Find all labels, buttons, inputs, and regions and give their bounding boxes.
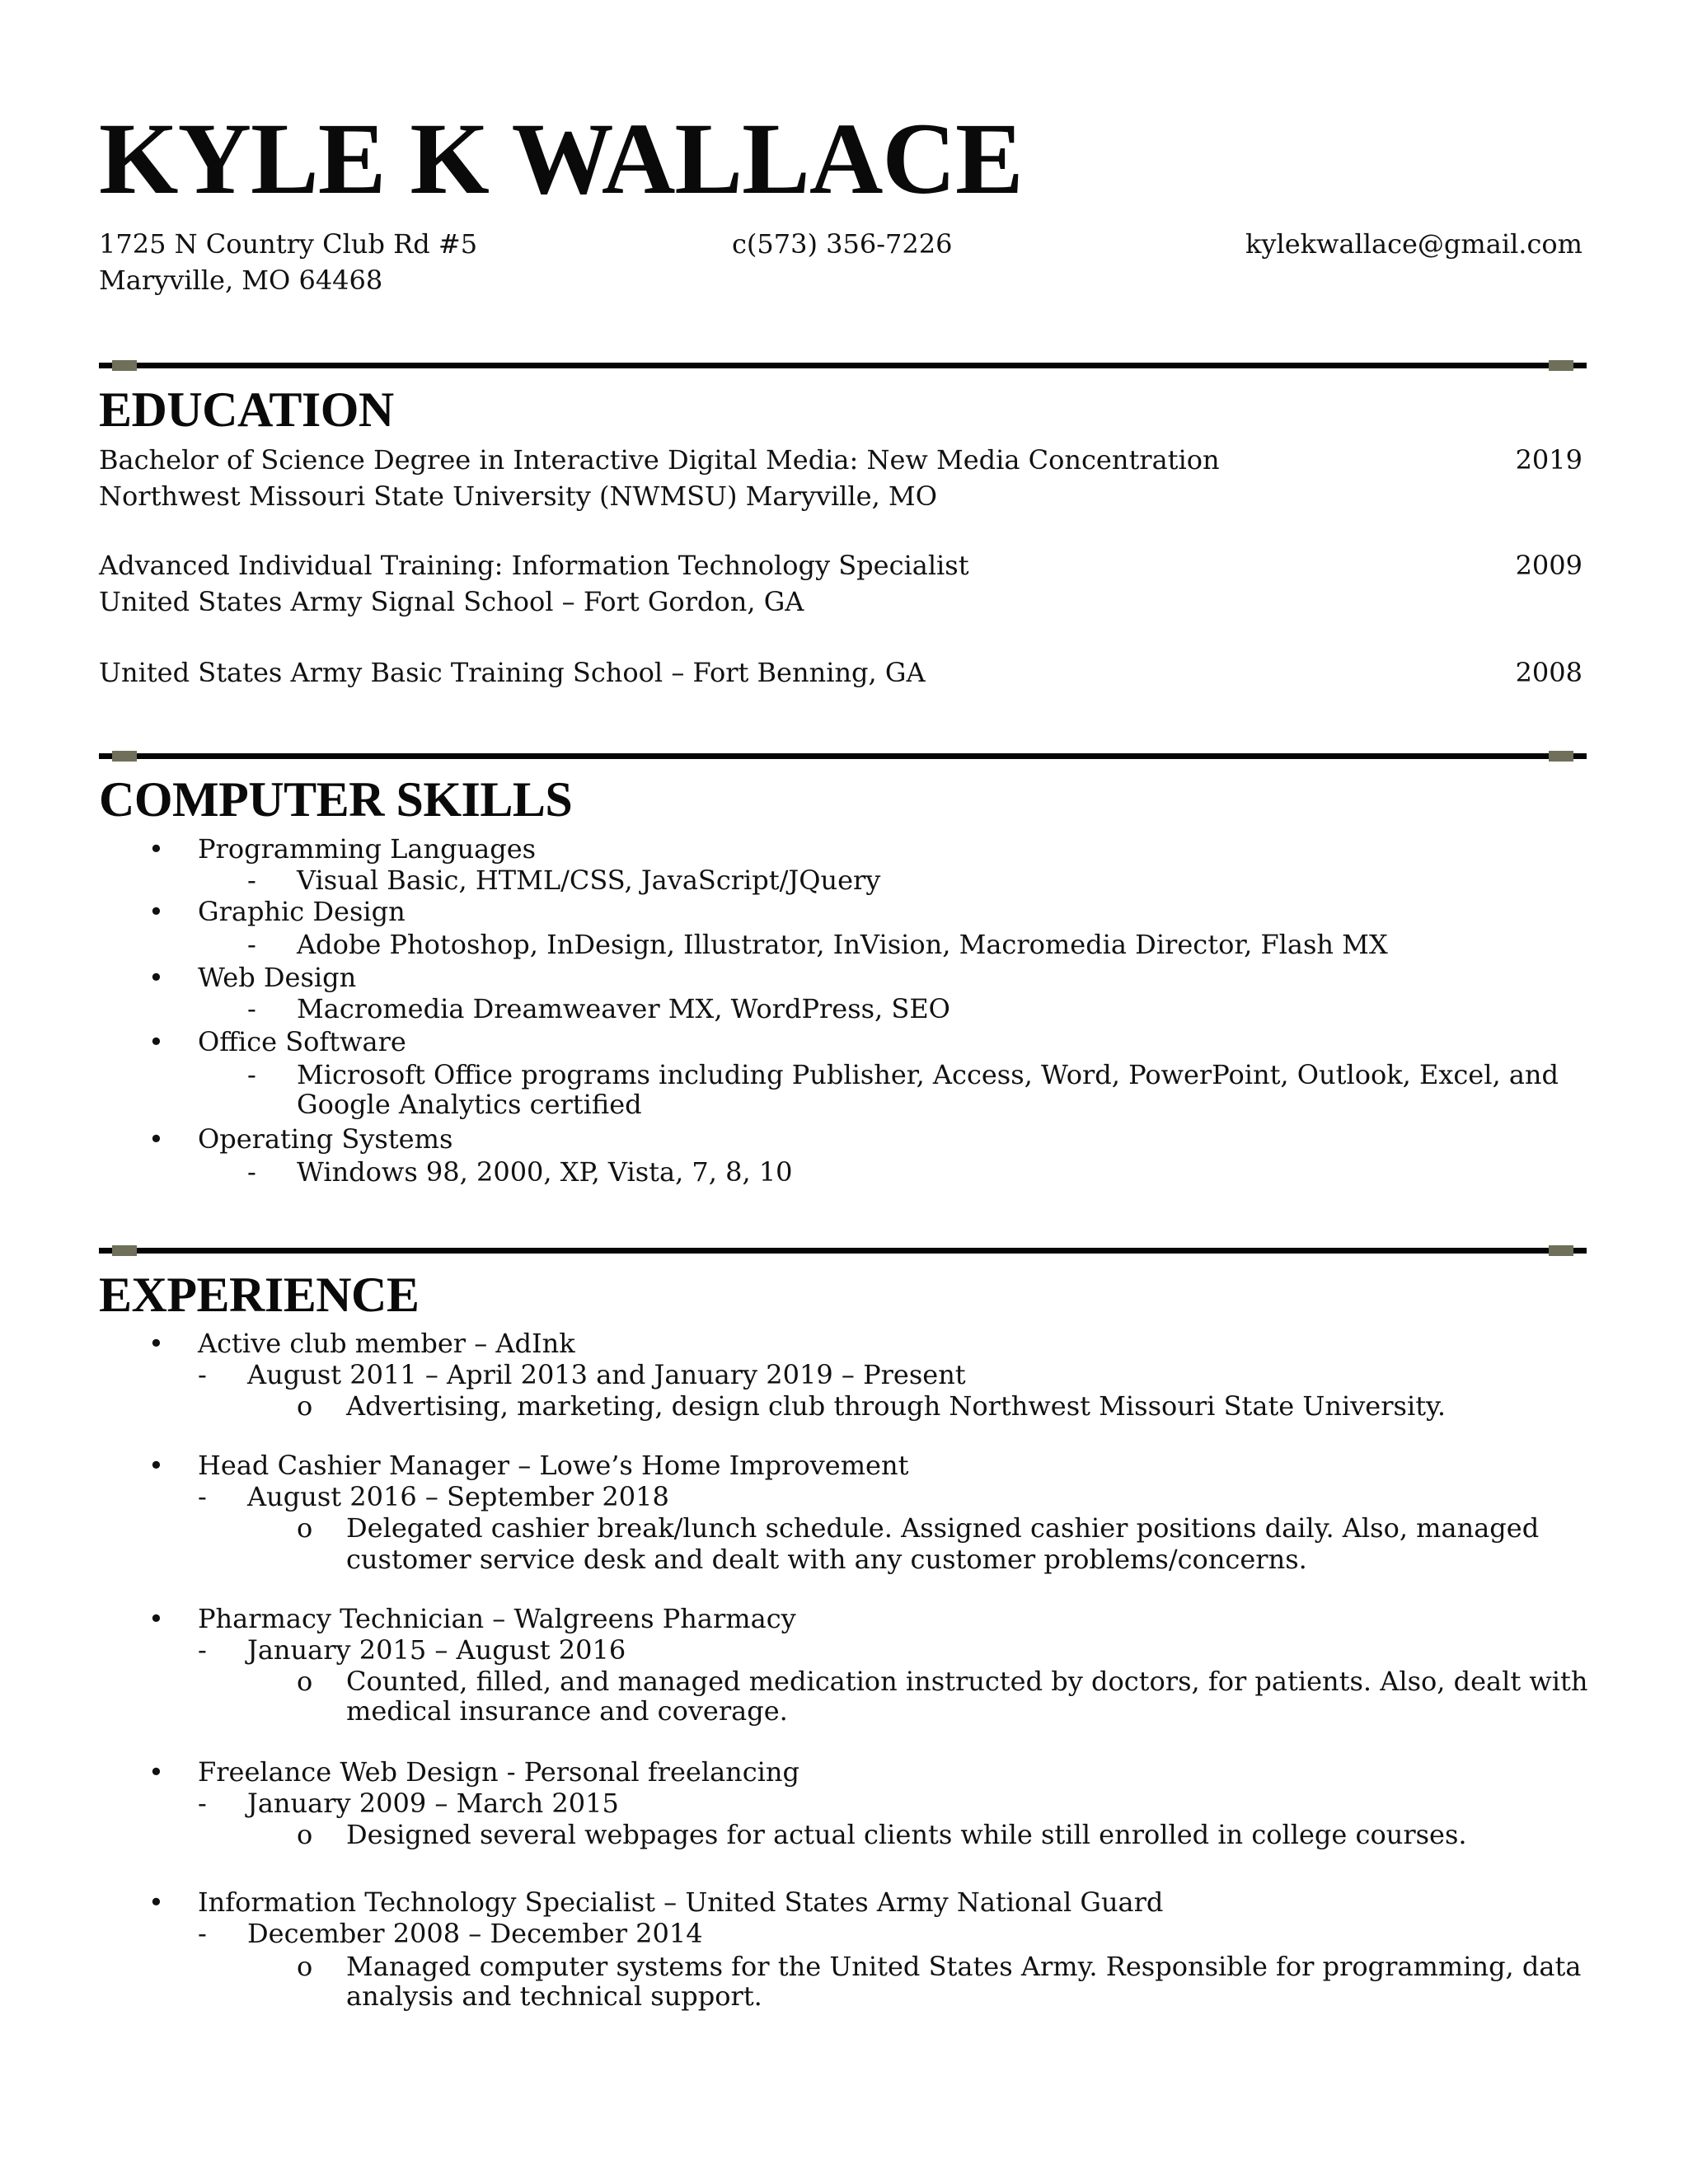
section-divider bbox=[99, 753, 1587, 759]
dash: - bbox=[247, 929, 256, 960]
dash: - bbox=[247, 1059, 256, 1090]
education-title: United States Army Basic Training School – Fort Benning, GA bbox=[99, 657, 926, 688]
education-school: United States Army Signal School – Fort Gordon, GA bbox=[99, 586, 804, 617]
bullet: • bbox=[148, 833, 164, 865]
education-year: 2019 bbox=[1515, 444, 1582, 476]
skill-category: Operating Systems bbox=[198, 1123, 453, 1155]
job-dates: January 2009 – March 2015 bbox=[247, 1788, 619, 1819]
skill-category: Web Design bbox=[198, 962, 357, 993]
skill-detail-continued: Google Analytics certified bbox=[297, 1089, 642, 1120]
education-year: 2008 bbox=[1515, 657, 1582, 688]
bullet: • bbox=[148, 1603, 164, 1634]
divider-cap-left bbox=[112, 360, 137, 371]
education-title: Advanced Individual Training: Information Technology Specialist bbox=[99, 550, 969, 581]
dash: - bbox=[198, 1481, 207, 1512]
job-role: Head Cashier Manager – Lowe’s Home Improvement bbox=[198, 1450, 909, 1481]
bullet: • bbox=[148, 896, 164, 927]
job-dates: August 2011 – April 2013 and January 2019 – Present bbox=[247, 1359, 966, 1390]
address-line-1: 1725 N Country Club Rd #5 bbox=[99, 228, 478, 260]
bullet: • bbox=[148, 1886, 164, 1918]
address-line-2: Maryville, MO 64468 bbox=[99, 265, 383, 296]
dash: - bbox=[247, 865, 256, 896]
dash: - bbox=[247, 1156, 256, 1188]
sub-bullet: o bbox=[297, 1951, 313, 1982]
job-role: Information Technology Specialist – United States Army National Guard bbox=[198, 1886, 1164, 1918]
job-dates: August 2016 – September 2018 bbox=[247, 1481, 669, 1512]
email-address: kylekwallace@gmail.com bbox=[1245, 228, 1582, 260]
job-description: Delegated cashier break/lunch schedule. Assigned cashier positions daily. Also, managed bbox=[346, 1512, 1540, 1544]
skill-category: Office Software bbox=[198, 1026, 406, 1057]
dash: - bbox=[198, 1634, 207, 1666]
section-divider bbox=[99, 363, 1587, 368]
sub-bullet: o bbox=[297, 1512, 313, 1544]
candidate-name: KYLE K WALLACE bbox=[99, 102, 1023, 215]
job-description: Advertising, marketing, design club through Northwest Missouri State University. bbox=[346, 1390, 1447, 1422]
education-title: Bachelor of Science Degree in Interactive Digital Media: New Media Concentration bbox=[99, 444, 1220, 476]
experience-heading: EXPERIENCE bbox=[99, 1268, 420, 1322]
divider-cap-right bbox=[1549, 360, 1573, 371]
sub-bullet: o bbox=[297, 1390, 313, 1422]
bullet: • bbox=[148, 1756, 164, 1788]
bullet: • bbox=[148, 1123, 164, 1155]
skill-detail: Windows 98, 2000, XP, Vista, 7, 8, 10 bbox=[297, 1156, 793, 1188]
dash: - bbox=[198, 1788, 207, 1819]
skill-detail: Adobe Photoshop, InDesign, Illustrator, InVision, Macromedia Director, Flash MX bbox=[297, 929, 1388, 960]
dash: - bbox=[198, 1359, 207, 1390]
education-heading: EDUCATION bbox=[99, 382, 394, 437]
divider-cap-left bbox=[112, 751, 137, 762]
divider-cap-right bbox=[1549, 751, 1573, 762]
job-description: Managed computer systems for the United States Army. Responsible for programming, data bbox=[346, 1951, 1582, 1982]
job-description-continued: customer service desk and dealt with any customer problems/concerns. bbox=[346, 1544, 1307, 1575]
bullet: • bbox=[148, 962, 164, 993]
sub-bullet: o bbox=[297, 1819, 313, 1850]
skill-category: Programming Languages bbox=[198, 833, 537, 865]
job-description-continued: analysis and technical support. bbox=[346, 1980, 762, 2012]
dash: - bbox=[198, 1918, 207, 1949]
job-description: Designed several webpages for actual clients while still enrolled in college courses. bbox=[346, 1819, 1467, 1850]
bullet: • bbox=[148, 1450, 164, 1481]
skills-heading: COMPUTER SKILLS bbox=[99, 772, 573, 827]
skill-detail: Macromedia Dreamweaver MX, WordPress, SEO bbox=[297, 993, 950, 1024]
job-dates: December 2008 – December 2014 bbox=[247, 1918, 703, 1949]
divider-cap-left bbox=[112, 1245, 137, 1256]
skill-detail: Microsoft Office programs including Publisher, Access, Word, PowerPoint, Outlook, Excel, and bbox=[297, 1059, 1559, 1090]
bullet: • bbox=[148, 1026, 164, 1057]
education-year: 2009 bbox=[1515, 550, 1582, 581]
skill-category: Graphic Design bbox=[198, 896, 406, 927]
job-role: Freelance Web Design - Personal freelancing bbox=[198, 1756, 799, 1788]
job-role: Active club member – AdInk bbox=[198, 1328, 575, 1359]
skill-detail: Visual Basic, HTML/CSS, JavaScript/JQuery bbox=[297, 865, 881, 896]
job-role: Pharmacy Technician – Walgreens Pharmacy bbox=[198, 1603, 796, 1634]
education-school: Northwest Missouri State University (NWMSU) Maryville, MO bbox=[99, 480, 937, 512]
job-dates: January 2015 – August 2016 bbox=[247, 1634, 626, 1666]
sub-bullet: o bbox=[297, 1666, 313, 1697]
bullet: • bbox=[148, 1328, 164, 1359]
job-description-continued: medical insurance and coverage. bbox=[346, 1695, 788, 1727]
dash: - bbox=[247, 993, 256, 1024]
divider-cap-right bbox=[1549, 1245, 1573, 1256]
job-description: Counted, filled, and managed medication instructed by doctors, for patients. Also, dealt with bbox=[346, 1666, 1588, 1697]
phone-number: c(573) 356-7226 bbox=[732, 228, 953, 260]
section-divider bbox=[99, 1248, 1587, 1254]
